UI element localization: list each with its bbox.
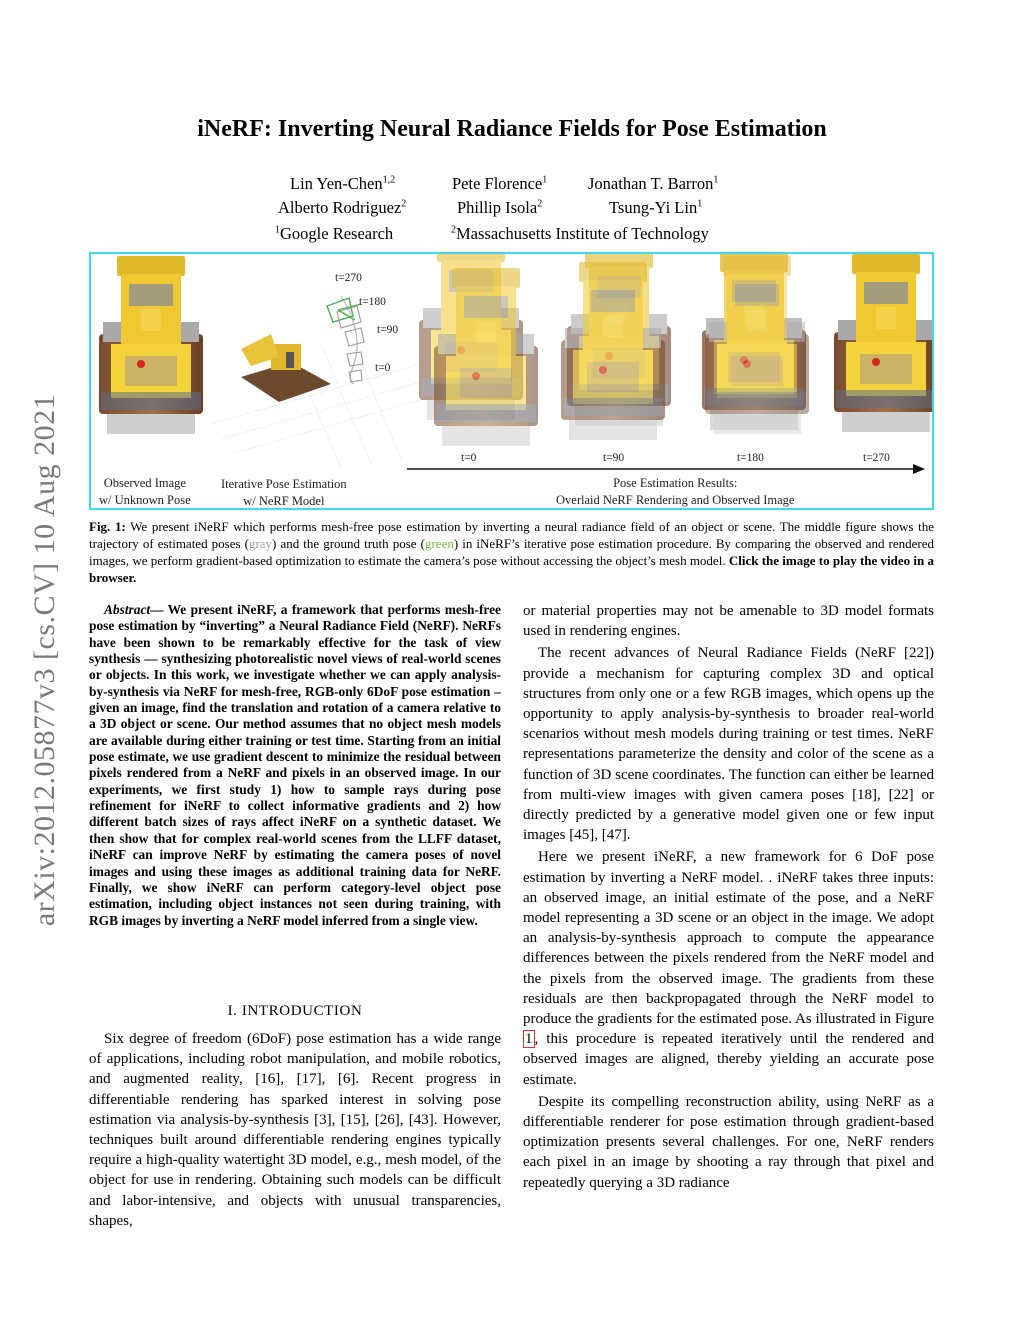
intro-paragraph-2: The recent advances of Neural Radiance Fields (NeRF [22]) provide a mechanism for capturing complex 3D and optical structures from only one or a few RGB images, which opens up the opportunity to apply analysis-by-synthesis to broader real-world scenarios without mesh models during training or test times. NeRF representations parameterize the density and color of the scene as a function of 3D scene coordinates. The function can either be learned from multi-view images with given camera poses [18], [22] or directly predicted by a generative model given one or few input images [45], [47]. [523,645,934,844]
intro-paragraph-3: Here we present iNeRF, a new framework for 6 DoF pose estimation by inverting a NeRF model. . iNeRF takes three inputs: an observed image, an initial estimate of the pose, and a NeRF model representing a 3D scene or an object in the image. We adopt an analysis-by-synthesis approach to compute the appearance differences between the pixels rendered from the NeRF model and the pixels from the observed image. The gradients from these residuals are then backpropagated through the NeRF model to produce the gradients for the estimated pose. As illustrated in Figure 1 , this procedure is repeated iteratively until the rendered and observed images are aligned, thereby yielding an accurate pose estimate. [523,849,934,1088]
traj-label-t270: t=270 [335,272,362,284]
intro-paragraph-4: Despite its compelling reconstruction ability, using NeRF as a differentiable renderer for pose estimation through gradient-based optimization presents several challenges. For one, NeRF renders each pixel in an image by shooting a ray through that pixel and repeatedly querying a 3D radiance [523,1093,934,1191]
traj-label-t90: t=90 [377,324,399,336]
figure-1-caption: Fig. 1: We present iNeRF which performs mesh-free pose estimation by inverting a neural radiance field of an object or scene. The middle figure shows the trajectory of estimated poses (gray) and the ground truth pose (green) in iNeRF’s iterative pose estimation procedure. By comparing the observed and rendered images, we perform gradient-based optimization to estimate the camera’s pose without accessing the object’s mesh model. Click the image to play the video in a browser. [89,519,935,585]
intro-paragraph-1: Six degree of freedom (6DoF) pose estimation has a wide range of applications, including robot manipulation, and mobile robotics, and augmented reality, [16], [17], [6]. Recent progress in differentiable rendering has sparked interest in solving pose estimation via analysis-by-synthesis [3], [15], [26], [43]. However, techniques built around differentiable rendering engines typically require a high-quality watertight 3D model, e.g., mesh model, of the object for use in rendering. Obtaining such models can be difficult and labor-intensive, and objects with unusual transparencies, shapes, [89,1031,501,1229]
caption-gray-word: gray [248,536,273,551]
caption-video-link[interactable]: Click the image to play the video in a browser. [89,553,935,585]
abstract-label: Abstract [104,602,151,617]
iterative-pose-label: Iterative Pose Estimation w/ NeRF Model [221,477,347,508]
paper-title: iNeRF: Inverting Neural Radiance Fields for Pose Estimation [197,116,827,142]
timeline-label-t90: t=90 [603,452,625,464]
timeline-label-t180: t=180 [737,452,764,464]
intro-paragraph-1-continued: or material properties may not be amenable to 3D model formats used in rendering engines. [523,603,934,640]
arxiv-stamp: arXiv:2012.05877v3 [cs.CV] 10 Aug 2021 [28,393,61,927]
section-heading-introduction: I. INTRODUCTION [227,1003,363,1019]
traj-label-t0: t=0 [375,362,391,374]
affiliation-mit: $^2$Massachusetts Institute of Technology [451,224,709,243]
results-label: Pose Estimation Results: Overlaid NeRF Rendering and Observed Image [556,476,795,507]
traj-label-t180: t=180 [359,296,386,308]
timeline-label-t270: t=270 [863,452,890,464]
observed-image-label: Observed Image w/ Unknown Pose [99,476,191,507]
abstract-text: We present iNeRF, a framework that performs mesh-free pose estimation by “inverting” a Neural Radiance Field (NeRF). NeRFs have been shown to be remarkably effective for the task of view synthesis — synthesizing photorealistic novel views of real-world scenes or objects. In this work, we investigate whether we can apply analysis-by-synthesis via NeRF for mesh-free, RGB-only 6DoF pose estimation – given an image, find the translation and rotation of a camera relative to a 3D object or scene. Our method assumes that no object mesh models are available during either training or test time. Starting from an initial pose estimate, we use gradient descent to minimize the residual between pixels rendered from a NeRF and pixels in an observed image. In our experiments, we first study 1) how to sample rays during pose refinement for iNeRF to collect informative gradients and 2) how different batch sizes of rays affect iNeRF on a synthetic dataset. We then show that for complex real-world scenes from the LLFF dataset, iNeRF can improve NeRF by estimating the camera poses of novel images and using these images as additional training data for NeRF. Finally, we show iNeRF can perform category-level object pose estimation, including object instances not seen during training, with RGB images by inverting a NeRF model inferred from a single view. [89,602,501,928]
intro-left-column [89,1029,501,1231]
author-alberto-rodriguez: Alberto Rodriguez$^2$ [278,198,407,217]
author-phillip-isola: Phillip Isola$^2$ [457,198,543,217]
affiliation-google: $^1$Google Research [275,224,394,243]
figure-1-graphic [91,254,932,508]
author-lin-yen-chen: Lin Yen-Chen$^{1,2}$ [290,174,396,193]
author-tsung-yi-lin: Tsung-Yi Lin$^1$ [609,198,703,217]
figure-1[interactable] [89,252,934,510]
abstract: Abstract— We present iNeRF, a framework that performs mesh-free pose estimation by “inverting” a Neural Radiance Field (NeRF). NeRFs have been shown to be remarkably effective for the task of view synthesis — synthesizing photorealistic novel views of real-world scenes or objects. In this work, we investigate whether we can apply analysis-by-synthesis via NeRF for mesh-free, RGB-only 6DoF pose estimation – given an image, find the translation and rotation of a camera relative to a 3D object or scene. Our method assumes that no object mesh models are available during either training or test time. Starting from an initial pose estimate, we use gradient descent to minimize the residual between pixels rendered from a NeRF and pixels in an observed image. In our experiments, we first study 1) how to sample rays during pose refinement for iNeRF to collect informative gradients and 2) how different batch sizes of rays affect iNeRF on a synthetic dataset. We then show that for complex real-world scenes from the LLFF dataset, iNeRF can improve NeRF by estimating the camera poses of novel images and using these images as additional training data for NeRF. Finally, we show iNeRF can perform category-level object pose estimation, including object instances not seen during training, with RGB images by inverting a NeRF model inferred from a single view. [89,602,501,928]
timeline-label-t0: t=0 [461,452,477,464]
intro-right-column [523,601,934,1193]
caption-green-word: green [424,536,454,551]
author-pete-florence: Pete Florence$^1$ [452,174,548,193]
figure-ref-link[interactable]: 1 [525,1031,533,1048]
author-jonathan-barron: Jonathan T. Barron$^1$ [588,174,719,193]
